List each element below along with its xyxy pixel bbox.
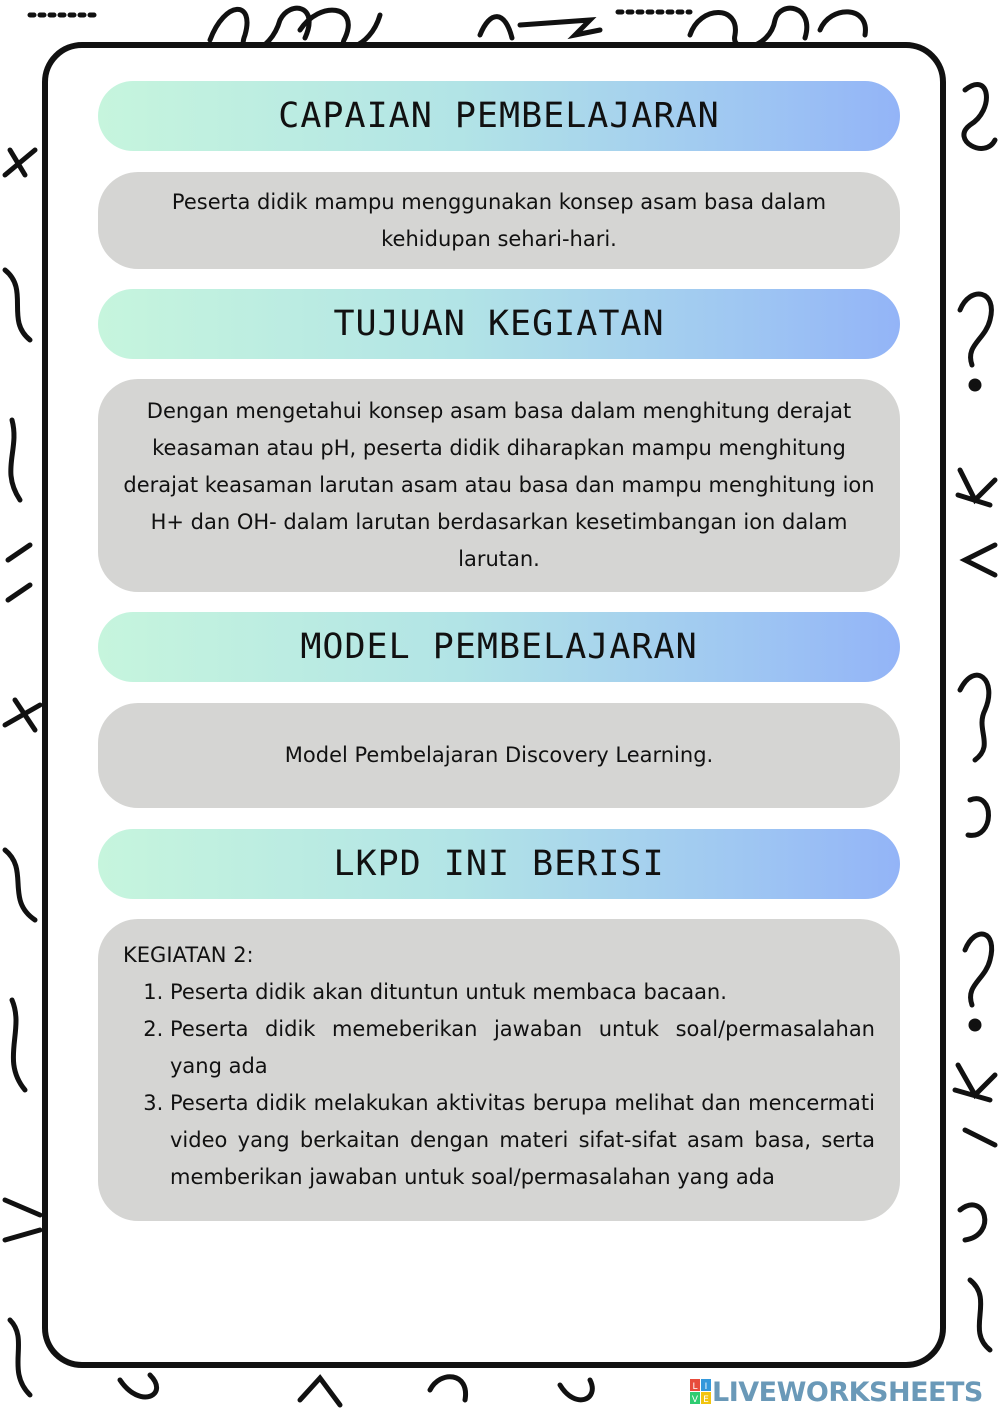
section-body-text: Peserta didik mampu menggunakan konsep asam basa dalam kehidupan sehari-hari. xyxy=(171,189,827,251)
list-item: 2. Peserta didik memeberikan jawaban untuk soal/permasalahan yang ada xyxy=(170,1011,875,1085)
section-body-tujuan xyxy=(98,379,900,592)
liveworksheets-logo[interactable] xyxy=(690,1375,983,1409)
svg-text:E: E xyxy=(703,1395,709,1405)
section-header-capaian xyxy=(98,81,900,151)
liveworksheets-logo-text: LIVEWORKSHEETS xyxy=(712,1376,983,1408)
section-header-text: CAPAIAN PEMBELAJARAN xyxy=(278,96,720,136)
section-header-lkpd xyxy=(98,829,900,899)
section-body-text: Model Pembelajaran Discovery Learning. xyxy=(284,743,714,767)
liveworksheets-logo-icon xyxy=(690,1379,712,1405)
list-item: 1. Peserta didik akan dituntun untuk membaca bacaan. xyxy=(170,974,875,1011)
svg-text:V: V xyxy=(691,1395,699,1405)
section-header-model xyxy=(98,612,900,682)
activity-title: KEGIATAN 2: xyxy=(123,943,254,967)
section-header-text: MODEL PEMBELAJARAN xyxy=(300,627,698,667)
section-header-text: TUJUAN KEGIATAN xyxy=(333,304,665,344)
section-header-text: LKPD INI BERISI xyxy=(333,844,665,884)
list-item: 3. Peserta didik melakukan aktivitas berupa melihat dan mencermati video yang berkaitan dengan materi sifat-sifat asam basa, serta memberikan jawaban untuk soal/permasalahan yang ada xyxy=(170,1085,875,1196)
section-body-model xyxy=(98,703,900,808)
section-body-text: Dengan mengetahui konsep asam basa dalam menghitung derajat keasaman atau pH, peserta didik diharapkan mampu menghitung derajat keasaman larutan asam atau basa dan mampu menghitung ion H+ dan OH- dalam larutan berdasarkan kesetimbangan ion dalam larutan. xyxy=(123,399,875,571)
svg-text:I: I xyxy=(704,1382,708,1392)
section-header-tujuan xyxy=(98,289,900,359)
activity-list xyxy=(123,974,875,1196)
section-body-lkpd xyxy=(98,919,900,1221)
section-body-capaian xyxy=(98,172,900,269)
svg-text:L: L xyxy=(692,1382,698,1392)
